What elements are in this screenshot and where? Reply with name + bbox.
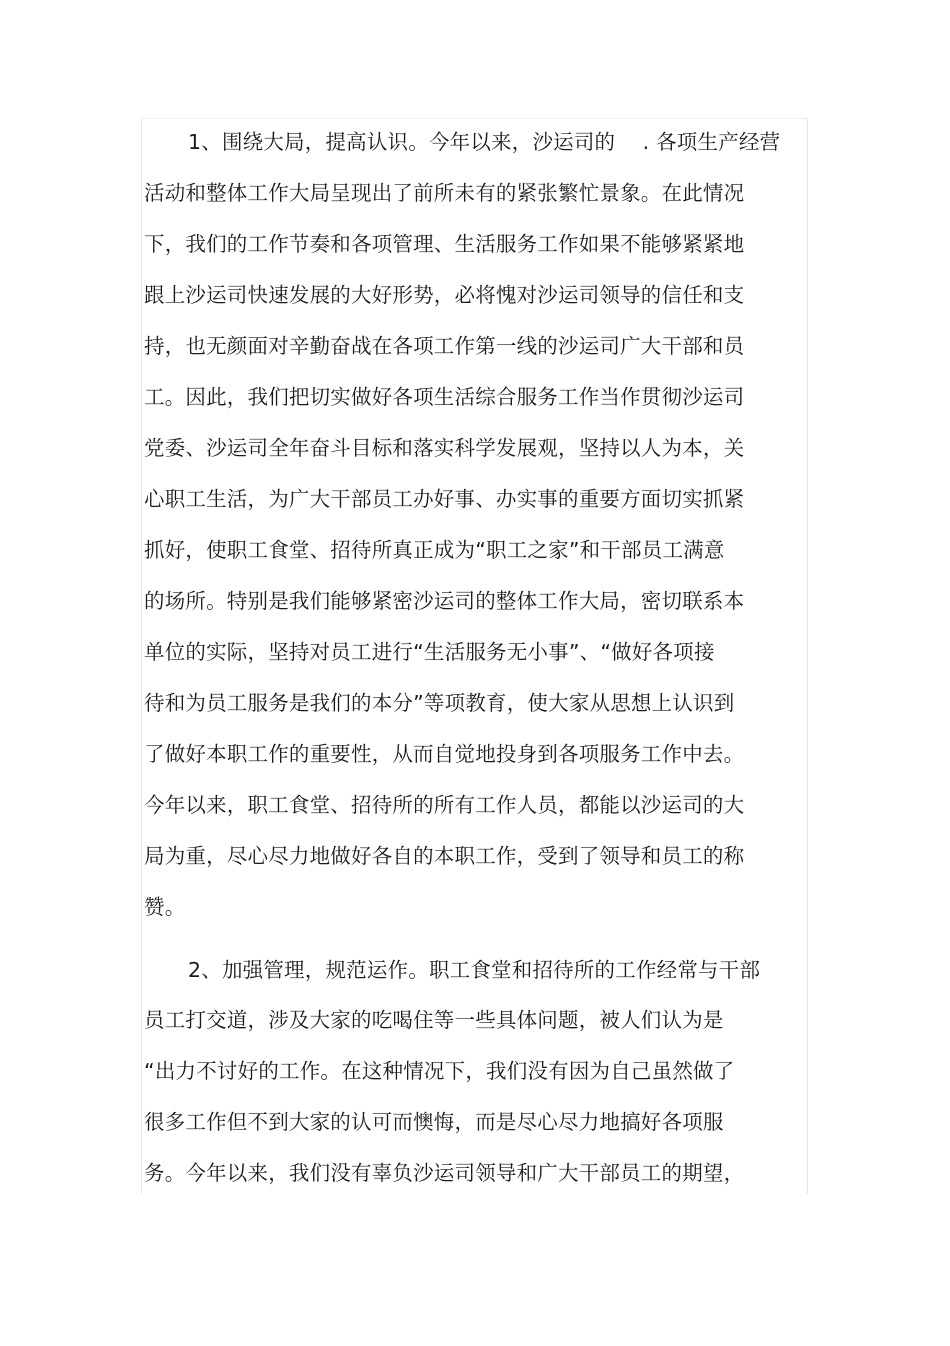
paragraph-1-line-11: 单位的实际，坚持对员工进行“生活服务无小事”、“做好各项接	[144, 640, 715, 664]
paragraph-1-line-8: 心职工生活，为广大干部员工办好事、办实事的重要方面切实抓紧	[144, 487, 745, 511]
paragraph-1-line-2: 活动和整体工作大局呈现出了前所未有的紧张繁忙景象。在此情况	[144, 181, 745, 205]
paragraph-1-line-3: 下，我们的工作节奏和各项管理、生活服务工作如果不能够紧紧地	[144, 232, 745, 256]
paragraph-2-line-4: 很多工作但不到大家的认可而懊悔，而是尽心尽力地搞好各项服	[144, 1110, 724, 1134]
paragraph-2-line-3: “出力不讨好的工作。在这种情况下，我们没有因为自己虽然做了	[144, 1059, 735, 1083]
paragraph-2-line-5: 务。今年以来，我们没有辜负沙运司领导和广大干部员工的期望，	[144, 1161, 745, 1185]
paragraph-1-line-9: 抓好，使职工食堂、招待所真正成为“职工之家”和干部员工满意	[144, 538, 725, 562]
paragraph-1-line-10: 的场所。特别是我们能够紧密沙运司的整体工作大局，密切联系本	[144, 589, 745, 613]
paragraph-1-line-4: 跟上沙运司快速发展的大好形势，必将愧对沙运司领导的信任和支	[144, 283, 745, 307]
paragraph-2-line-1: 2、加强管理，规范运作。职工食堂和招待所的工作经常与干部	[188, 958, 761, 982]
paragraph-1-line-14: 今年以来，职工食堂、招待所的所有工作人员，都能以沙运司的大	[144, 793, 745, 817]
paragraph-1-line-13: 了做好本职工作的重要性，从而自觉地投身到各项服务工作中去。	[144, 742, 745, 766]
paragraph-2-line-2: 员工打交道，涉及大家的吃喝住等一些具体问题，被人们认为是	[144, 1008, 724, 1032]
paragraph-1-line-5: 持，也无颜面对辛勤奋战在各项工作第一线的沙运司广大干部和员	[144, 334, 745, 358]
paragraph-1-line-12: 待和为员工服务是我们的本分”等项教育，使大家从思想上认识到	[144, 691, 735, 715]
paragraph-1-line-15: 局为重，尽心尽力地做好各自的本职工作，受到了领导和员工的称	[144, 844, 745, 868]
paragraph-1-line-6: 工。因此，我们把切实做好各项生活综合服务工作当作贯彻沙运司	[144, 385, 745, 409]
paragraph-1-line-16: 赞。	[144, 895, 186, 919]
paragraph-1-line-1: 1、围绕大局，提高认识。今年以来，沙运司的 . 各项生产经营	[188, 130, 781, 154]
paragraph-1-line-7: 党委、沙运司全年奋斗目标和落实科学发展观，坚持以人为本，关	[144, 436, 745, 460]
